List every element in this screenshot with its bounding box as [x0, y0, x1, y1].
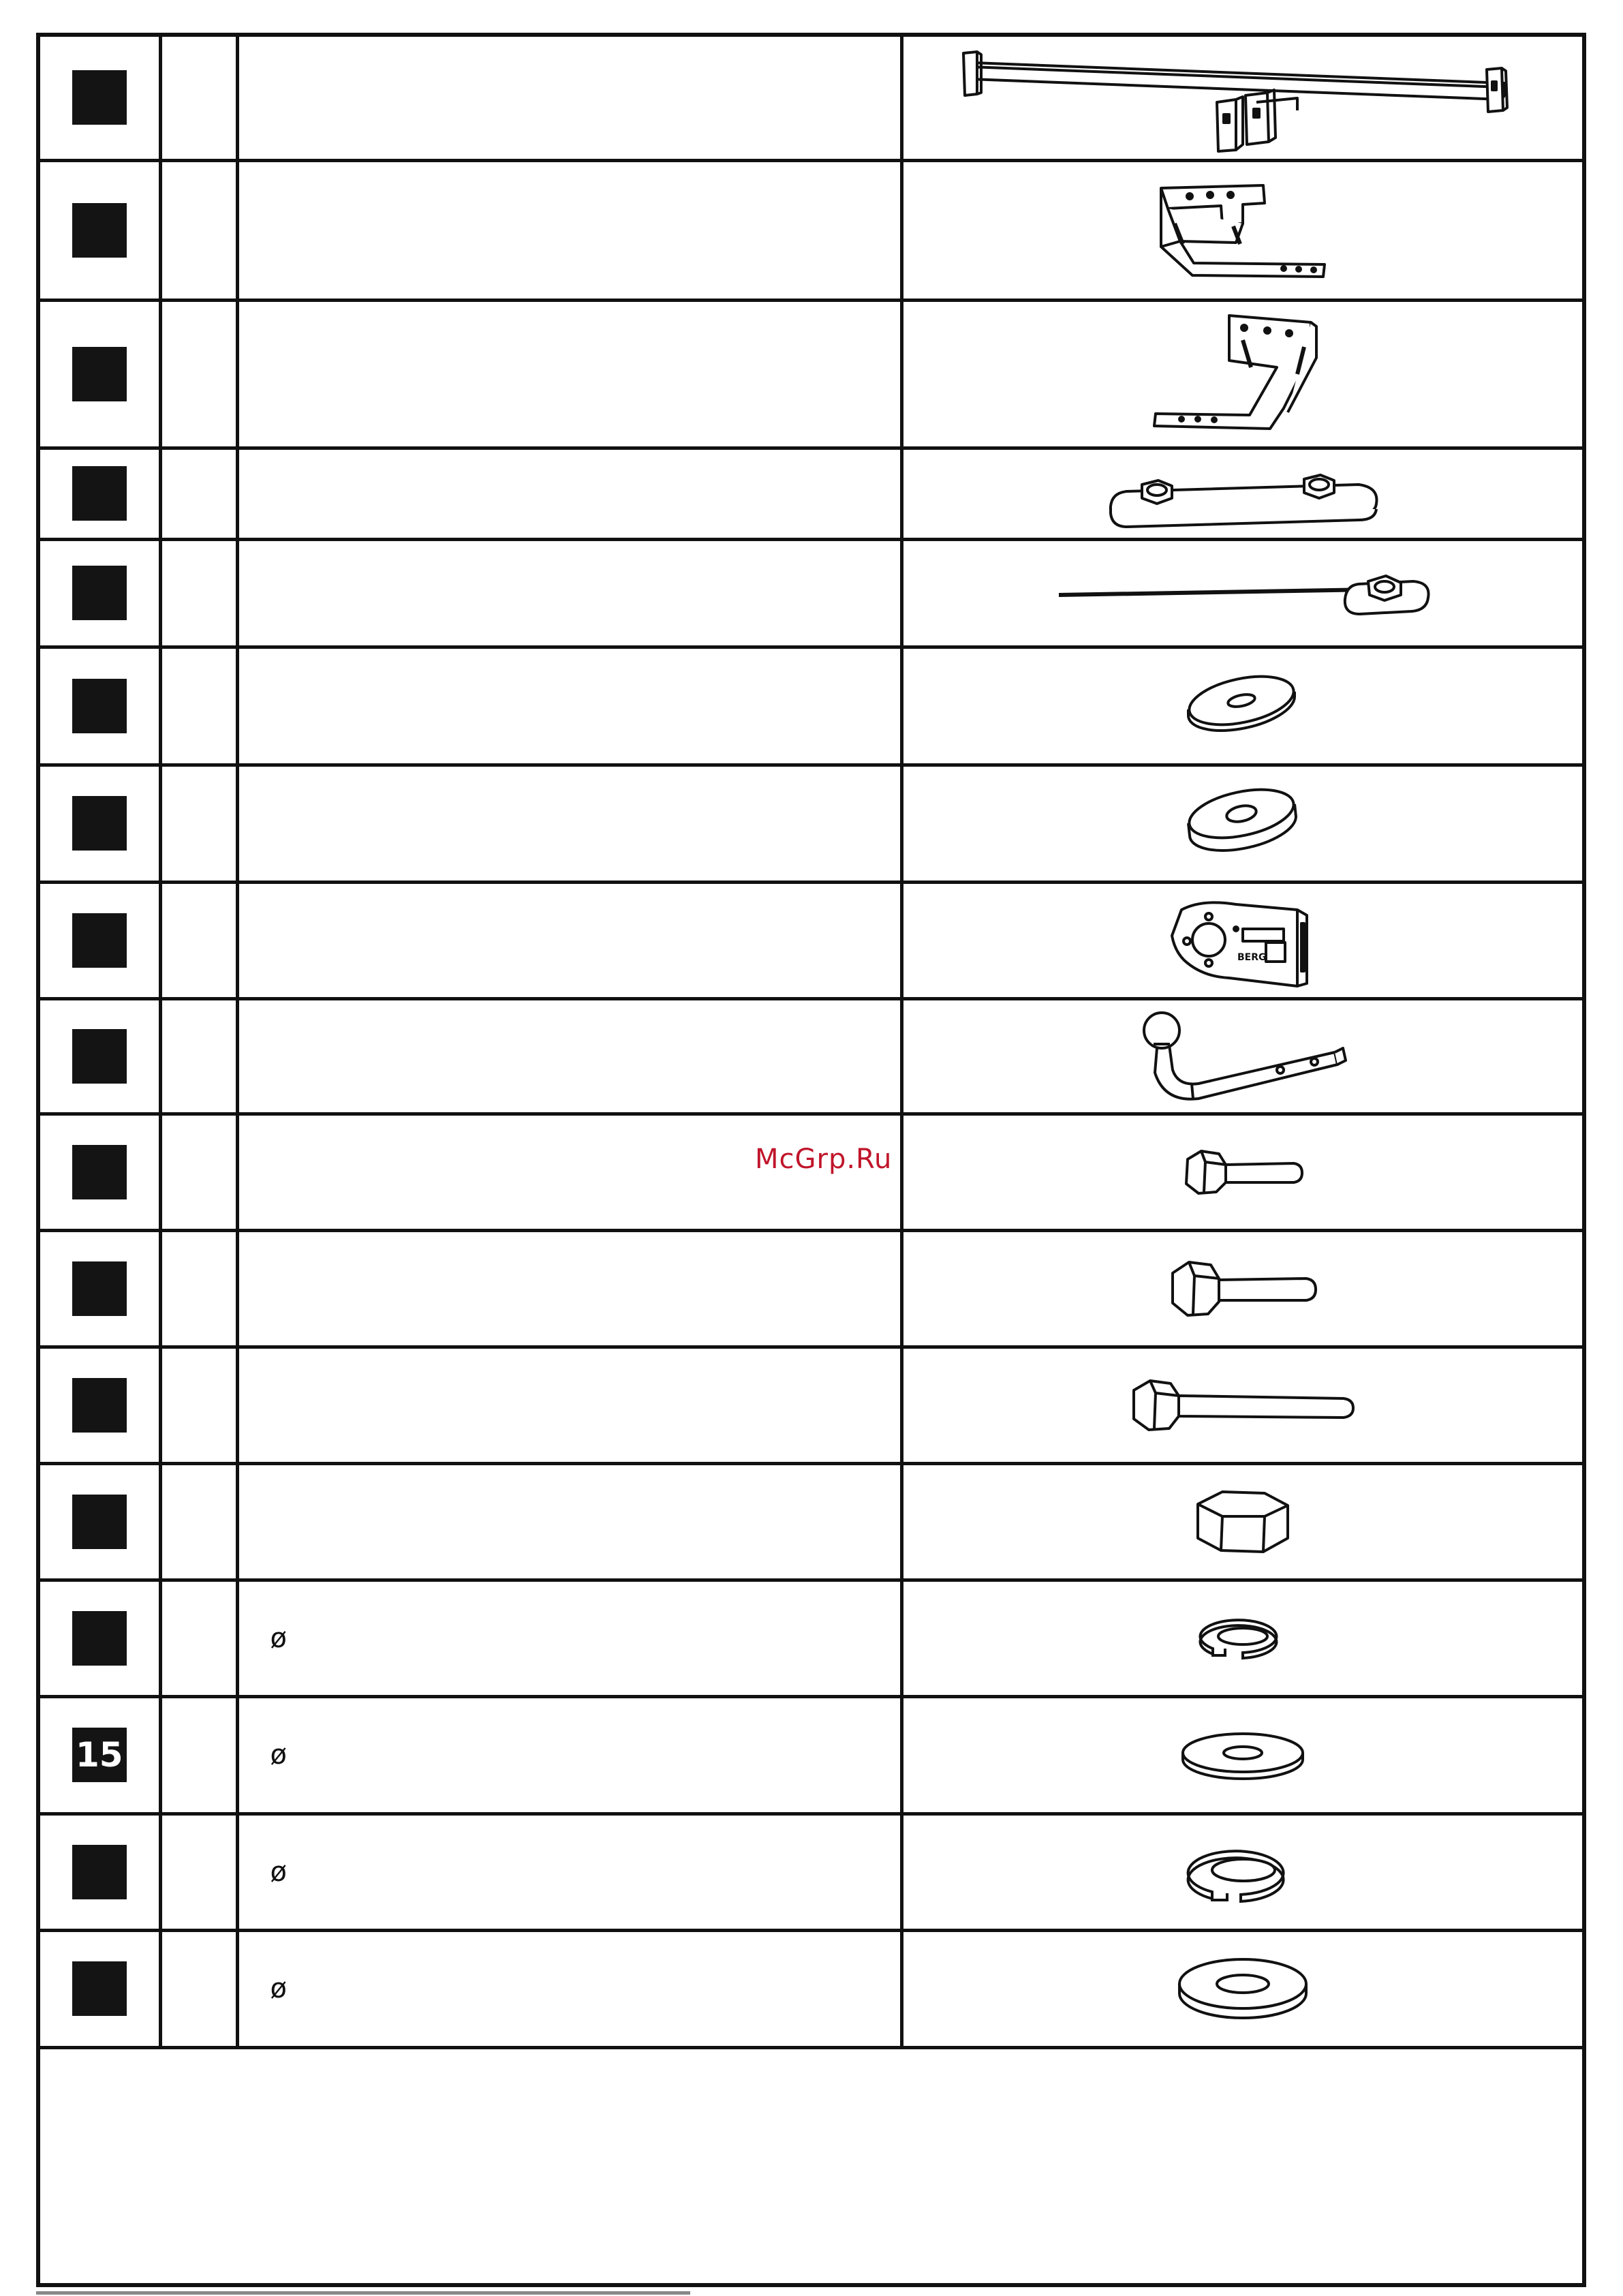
short-bolt-icon — [1178, 1142, 1308, 1203]
part-number-badge — [72, 913, 127, 968]
part-number-badge — [72, 347, 127, 401]
quantity-cell — [160, 1463, 237, 1580]
part-number-badge — [72, 679, 127, 733]
description-cell — [237, 37, 901, 160]
diameter-symbol: ø — [270, 1856, 287, 1888]
quantity-cell — [160, 37, 237, 160]
watermark-text: McGrp.Ru — [755, 1144, 893, 1175]
description-cell — [237, 882, 901, 998]
spring-washer-large-icon — [1185, 1835, 1301, 1910]
part-number-badge — [72, 1961, 127, 2016]
description-cell — [237, 539, 901, 647]
quantity-cell — [160, 882, 237, 998]
table-row — [40, 765, 1582, 882]
table-row — [40, 1580, 1582, 1696]
bracket-left-icon — [1141, 176, 1345, 285]
description-cell — [237, 448, 901, 539]
nut-plate-wire-icon — [1052, 555, 1434, 630]
description-cell — [237, 160, 901, 300]
description-cell — [237, 1580, 901, 1696]
part-number-badge — [72, 1029, 127, 1084]
quantity-cell — [160, 1230, 237, 1347]
quantity-cell — [160, 1347, 237, 1463]
quantity-cell — [160, 539, 237, 647]
table-row — [40, 647, 1582, 765]
thick-washer-icon — [1181, 782, 1304, 864]
table-row — [40, 539, 1582, 647]
part-number-badge — [72, 566, 127, 620]
quantity-cell — [160, 300, 237, 448]
diameter-symbol: ø — [270, 1622, 287, 1654]
quantity-cell — [160, 160, 237, 300]
table-row — [40, 1930, 1582, 2047]
diameter-symbol: ø — [270, 1973, 287, 2004]
socket-plate-icon — [1161, 889, 1325, 992]
table-row — [40, 1230, 1582, 1347]
part-number-badge — [72, 1845, 127, 1899]
medium-bolt-icon — [1164, 1251, 1321, 1326]
quantity-cell — [160, 1813, 237, 1930]
description-cell — [237, 300, 901, 448]
description-cell — [237, 1347, 901, 1463]
part-number-badge — [72, 1611, 127, 1666]
quantity-cell — [160, 1114, 237, 1230]
quantity-cell — [160, 1580, 237, 1696]
part-number-badge — [72, 466, 127, 521]
parts-table — [40, 37, 1582, 2049]
part-number-badge — [72, 70, 127, 125]
table-row — [40, 1347, 1582, 1463]
description-cell — [237, 998, 901, 1114]
plain-washer-large-icon — [1171, 1951, 1314, 2026]
part-number-badge — [72, 1378, 127, 1433]
double-nut-plate-icon — [1100, 456, 1386, 531]
svg-text:BERG: BERG — [1237, 951, 1267, 963]
table-row — [40, 882, 1582, 998]
hex-nut-icon — [1188, 1481, 1297, 1563]
quantity-cell — [160, 1930, 237, 2047]
quantity-cell — [160, 998, 237, 1114]
description-cell — [237, 1463, 901, 1580]
quantity-cell — [160, 765, 237, 882]
part-number-badge — [72, 1495, 127, 1549]
tow-ball-icon — [1130, 1002, 1355, 1111]
flat-washer-icon — [1181, 669, 1304, 744]
description-cell — [237, 1230, 901, 1347]
table-row — [40, 160, 1582, 300]
long-bolt-icon — [1127, 1371, 1359, 1439]
table-row — [40, 1463, 1582, 1580]
description-cell — [237, 647, 901, 765]
part-number-badge — [72, 1145, 127, 1199]
table-row — [40, 37, 1582, 160]
part-number-badge — [72, 1261, 127, 1316]
quantity-cell — [160, 1696, 237, 1813]
description-cell — [237, 765, 901, 882]
quantity-cell — [160, 448, 237, 539]
table-row — [40, 300, 1582, 448]
plain-washer-small-icon — [1175, 1724, 1311, 1786]
table-row — [40, 1696, 1582, 1813]
description-cell — [237, 1813, 901, 1930]
spring-washer-small-icon — [1195, 1608, 1290, 1669]
part-number-badge — [72, 796, 127, 851]
bottom-rule — [36, 2291, 690, 2295]
table-row — [40, 448, 1582, 539]
table-row — [40, 998, 1582, 1114]
description-cell — [237, 1930, 901, 2047]
quantity-cell — [160, 647, 237, 765]
crossbar-icon — [957, 40, 1529, 155]
diameter-symbol: ø — [270, 1739, 287, 1771]
table-row — [40, 1813, 1582, 1930]
part-number-badge — [72, 203, 127, 258]
description-cell — [237, 1696, 901, 1813]
part-number-badge: 15 — [72, 1728, 127, 1782]
bracket-right-icon — [1141, 306, 1345, 442]
